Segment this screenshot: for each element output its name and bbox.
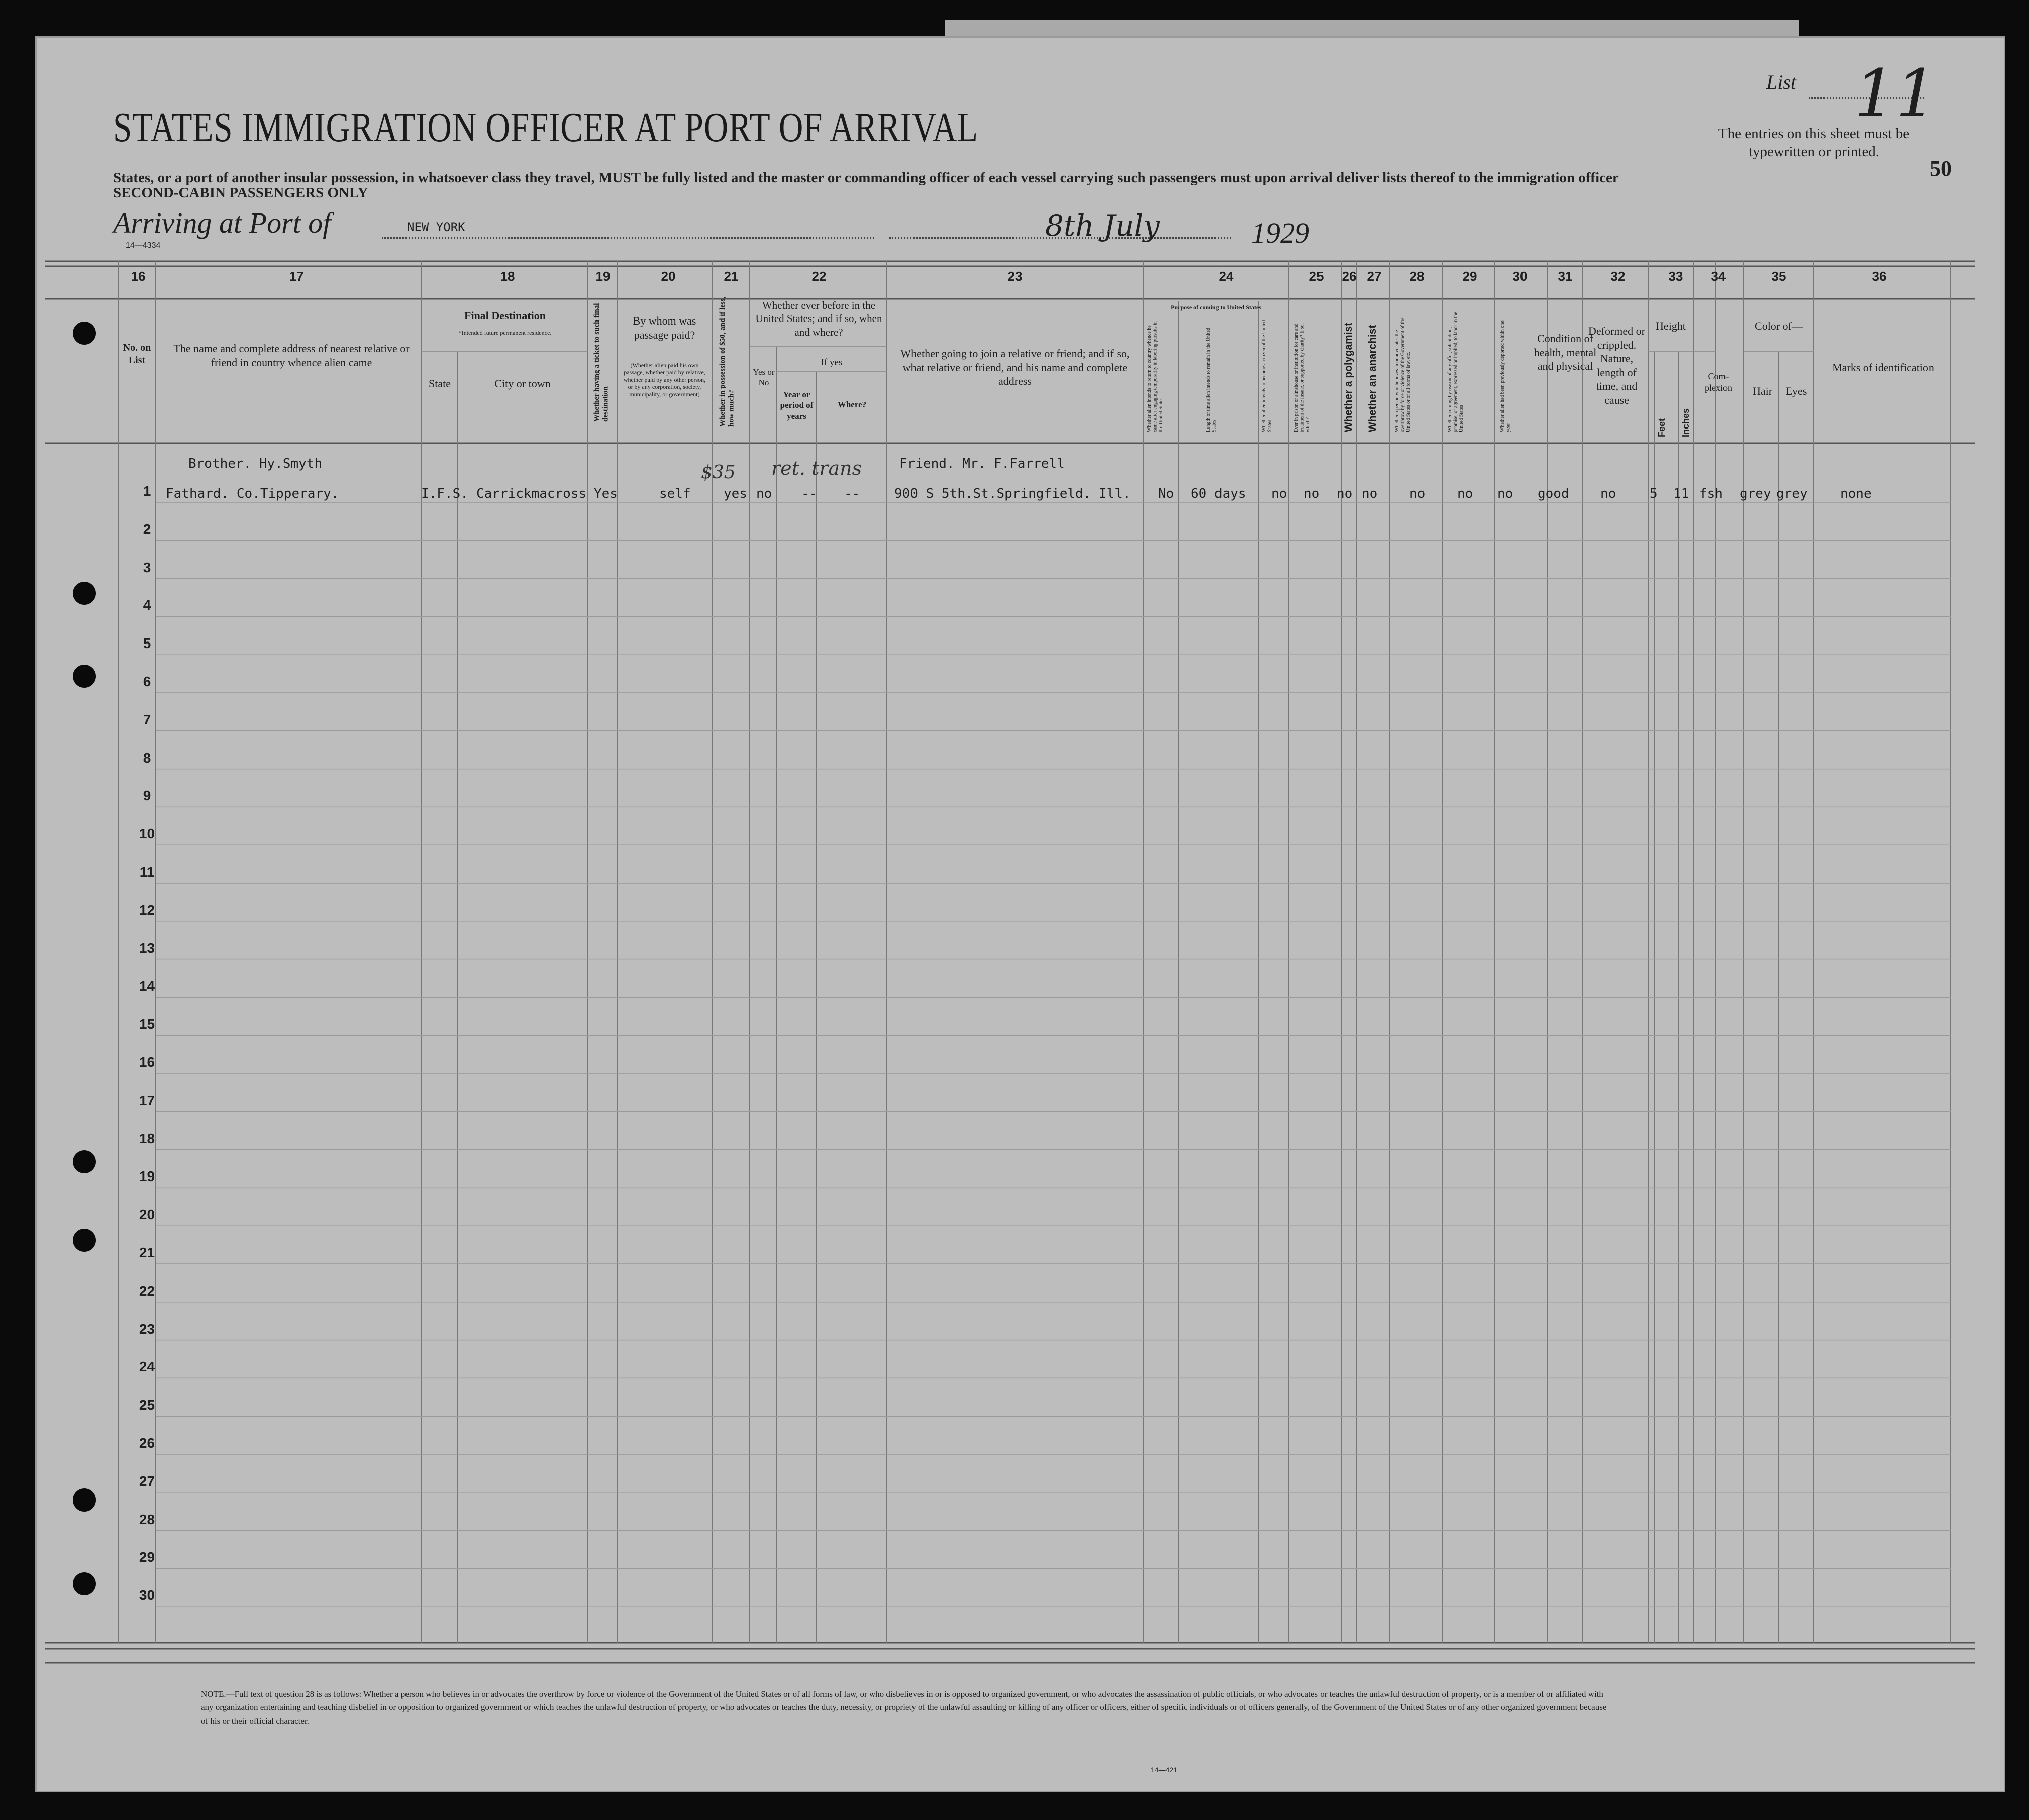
column-number: 25 xyxy=(1309,269,1324,284)
header-final-destination: Final Destination xyxy=(464,309,546,322)
where-value: -- xyxy=(844,486,860,501)
form-code: 14—4334 xyxy=(126,241,161,250)
column-number: 27 xyxy=(1367,269,1382,284)
row-number: 1 xyxy=(143,483,151,499)
note-form-code: 14—421 xyxy=(1151,1766,1177,1774)
column-number: 32 xyxy=(1610,269,1626,284)
height-inches-value: 11 xyxy=(1673,486,1689,501)
column-number: 19 xyxy=(595,269,611,284)
instructions-text: States, or a port of another insular possession, in whatsoever class they travel, MUST be fully listed and the master or commanding officer of each vessel carrying such passengers must upon arrival deliver lists thereof to the immigration officer xyxy=(113,170,1619,186)
header-state: State xyxy=(429,377,451,390)
row-number: 4 xyxy=(143,597,151,613)
header-labor-offer: Whether coming by reason of any offer, solicitation, promise, or agreement, expressed or implied, to labor in the United States xyxy=(1447,312,1464,432)
arriving-label: Arriving at Port of xyxy=(113,206,331,239)
column-number: 16 xyxy=(131,269,146,284)
column-number: 28 xyxy=(1409,269,1425,284)
arrival-date: 8th July xyxy=(1045,208,1160,243)
column-number: 34 xyxy=(1711,269,1726,284)
header-no-on-list: No. on List xyxy=(123,342,151,366)
row-number: 19 xyxy=(139,1168,155,1185)
question-28-note: NOTE.—Full text of question 28 is as follows: Whether a person who believes in or advocates the overthrow by force or violence of the Government of the United States or of all forms of law, or who disbelieves in or is opposed to organized government, or who advocates the assassination of public officials, or who advocates or teaches the unlawful destruction of property, or is a member of or affiliated with any organization entertaining and teaching disbelief in or opposition to organized government or which teaches the unlawful destruction of property, or who advocates or teaches the duty, necessity, or propriety of the unlawful assaulting or killing of any officer or officers, either of specific individuals or of officers generally, of the Government of the United States or of any other organized government because of his or their official character. xyxy=(201,1689,1607,1726)
join-relative-name: Friend. Mr. F.Farrell xyxy=(899,456,1065,471)
hair-value: grey xyxy=(1740,486,1771,501)
header-eyes: Eyes xyxy=(1785,385,1807,397)
citizen-value: no xyxy=(1271,486,1287,501)
header-anarchist: Whether an anarchist xyxy=(1367,325,1378,432)
destination-city: Carrickmacross xyxy=(476,486,587,501)
row-number: 22 xyxy=(139,1282,155,1299)
destination-state: I.F.S. xyxy=(421,486,468,501)
anarchist-value: no xyxy=(1362,486,1378,501)
header-before-us: Whether ever before in the United States; and if so, when and where? xyxy=(755,299,882,338)
column-number: 21 xyxy=(724,269,739,284)
length-of-stay-value: 60 days xyxy=(1191,486,1246,501)
row-number: 13 xyxy=(139,940,155,956)
header-if-yes: If yes xyxy=(821,357,843,368)
column-number: 22 xyxy=(811,269,827,284)
row-number: 16 xyxy=(139,1054,155,1070)
header-return-intent: Whether alien intends to return to country whence he came after engaging temporarily in laboring pursuits in the United States xyxy=(1147,321,1164,432)
health-value: good xyxy=(1538,486,1569,501)
column-number: 18 xyxy=(500,269,515,284)
header-intended-residence: *Intended future permanent residence. xyxy=(458,329,552,336)
column-number: 20 xyxy=(661,269,676,284)
column-number: 29 xyxy=(1462,269,1477,284)
header-health: Condition of health, mental and physical xyxy=(1534,332,1597,372)
row-number: 23 xyxy=(139,1321,155,1337)
column-number: 23 xyxy=(1007,269,1023,284)
column-number: 31 xyxy=(1558,269,1573,284)
row-number: 15 xyxy=(139,1016,155,1032)
row-number: 14 xyxy=(139,978,155,994)
column-number: 26 xyxy=(1342,269,1357,284)
list-number: 11 xyxy=(1854,55,1938,132)
arrival-year: 1929 xyxy=(1251,217,1309,249)
header-question-28: Whether a person who believes in or advocates the overthrow by force or violence of the Government of the United States or of all forms of law, etc. xyxy=(1394,317,1411,432)
row-number: 26 xyxy=(139,1435,155,1451)
row-number: 6 xyxy=(143,674,151,689)
header-height: Height xyxy=(1656,319,1686,332)
row-number: 7 xyxy=(143,711,151,727)
polygamist-value: no xyxy=(1337,486,1353,501)
header-marks: Marks of identification xyxy=(1832,361,1934,374)
header-deformed: Deformed or crippled. Nature, length of time, and cause xyxy=(1588,325,1645,406)
before-us-handwritten: ret. trans xyxy=(771,457,862,479)
header-where: Where? xyxy=(837,400,867,409)
row-number: 11 xyxy=(139,864,155,880)
header-join-relative: Whether going to join a relative or friend; and if so, what relative or friend, and his name and complete address xyxy=(900,347,1130,387)
header-deported: Whether alien had been previously deported within one year xyxy=(1500,320,1511,432)
header-prison: Ever in prison or almshouse or institution for care and treatment of the insane, or supported by charity? If so, which? xyxy=(1294,323,1311,432)
money-value: yes xyxy=(724,486,747,501)
header-passage-paid: By whom was passage paid? xyxy=(633,314,696,341)
height-feet-value: 5 xyxy=(1650,486,1658,501)
page-number: 50 xyxy=(1930,156,1952,181)
labor-offer-value: no xyxy=(1457,486,1473,501)
row-number: 5 xyxy=(143,635,151,652)
header-length-of-stay: Length of time alien intends to remain in the United States xyxy=(1206,327,1218,432)
row-number: 10 xyxy=(139,826,155,842)
class-line: SECOND-CABIN PASSENGERS ONLY xyxy=(113,185,368,201)
row-number: 20 xyxy=(139,1207,155,1223)
money-handwritten: $35 xyxy=(701,462,736,483)
header-polygamist: Whether a polygamist xyxy=(1343,322,1354,432)
row-number: 17 xyxy=(139,1092,155,1108)
header-city: City or town xyxy=(494,377,551,390)
header-complexion: Com-plexion xyxy=(1705,371,1732,393)
port-value: NEW YORK xyxy=(407,220,465,234)
row-number: 21 xyxy=(139,1245,155,1260)
header-hair: Hair xyxy=(1752,385,1773,397)
relative-name: Brother. Hy.Smyth xyxy=(188,456,323,471)
row-number: 12 xyxy=(139,902,155,918)
row-number: 29 xyxy=(139,1549,155,1565)
header-passage-note: (Whether alien paid his own passage, whether paid by relative, whether paid by any other person, or by any corporation, society, municipality, or government) xyxy=(623,362,706,398)
row-number: 18 xyxy=(139,1130,155,1146)
column-number: 30 xyxy=(1512,269,1528,284)
entries-note: The entries on this sheet must be typewritten or printed. xyxy=(1718,126,1910,160)
header-feet: Feet xyxy=(1657,418,1667,437)
paid-by-value: self xyxy=(659,486,691,501)
header-money: Whether in possession of $50, and if less, how much? xyxy=(719,296,736,427)
marks-value: none xyxy=(1840,486,1872,501)
header-yes-no: Yes or No xyxy=(753,367,775,388)
header-ticket: Whether having a ticket to such final destination xyxy=(593,303,610,422)
prison-value: no xyxy=(1304,486,1320,501)
row-number: 8 xyxy=(143,750,151,766)
relative-address: Fathard. Co.Tipperary. xyxy=(166,486,339,501)
row-number: 28 xyxy=(139,1511,155,1527)
column-number: 35 xyxy=(1771,269,1786,284)
row-number: 25 xyxy=(139,1397,155,1413)
row-number: 30 xyxy=(139,1587,155,1603)
column-number: 24 xyxy=(1219,269,1234,284)
question-28-value: no xyxy=(1409,486,1426,501)
join-relative-address: 900 S 5th.St.Springfield. Ill. xyxy=(894,486,1131,501)
row-number: 2 xyxy=(143,521,151,537)
column-number: 33 xyxy=(1668,269,1683,284)
header-inches: Inches xyxy=(1681,408,1691,437)
row-number: 24 xyxy=(139,1359,155,1375)
period-value: -- xyxy=(801,486,818,501)
header-period: Year or period of years xyxy=(780,390,814,421)
row-number: 3 xyxy=(143,559,151,575)
return-intent-value: No xyxy=(1158,486,1174,501)
ticket-value: Yes xyxy=(594,486,618,501)
column-number: 17 xyxy=(289,269,304,284)
deformed-value: no xyxy=(1600,486,1616,501)
deported-value: no xyxy=(1497,486,1513,501)
row-number: 9 xyxy=(143,788,151,804)
list-label: List xyxy=(1766,71,1797,93)
row-number: 27 xyxy=(139,1473,155,1489)
header-citizen-intent: Whether alien intends to become a citizen of the United States xyxy=(1261,320,1273,432)
header-color-of: Color of— xyxy=(1755,319,1803,332)
eyes-value: grey xyxy=(1776,486,1808,501)
column-number: 36 xyxy=(1872,269,1887,284)
complexion-value: fsh xyxy=(1699,486,1723,501)
page-title: STATES IMMIGRATION OFFICER AT PORT OF ARRIVAL xyxy=(113,104,978,151)
header-purpose: Purpose of coming to United States xyxy=(1171,304,1261,311)
header-relative: The name and complete address of nearest relative or friend in country whence alien came xyxy=(173,342,410,369)
before-us-value: no xyxy=(756,486,772,501)
